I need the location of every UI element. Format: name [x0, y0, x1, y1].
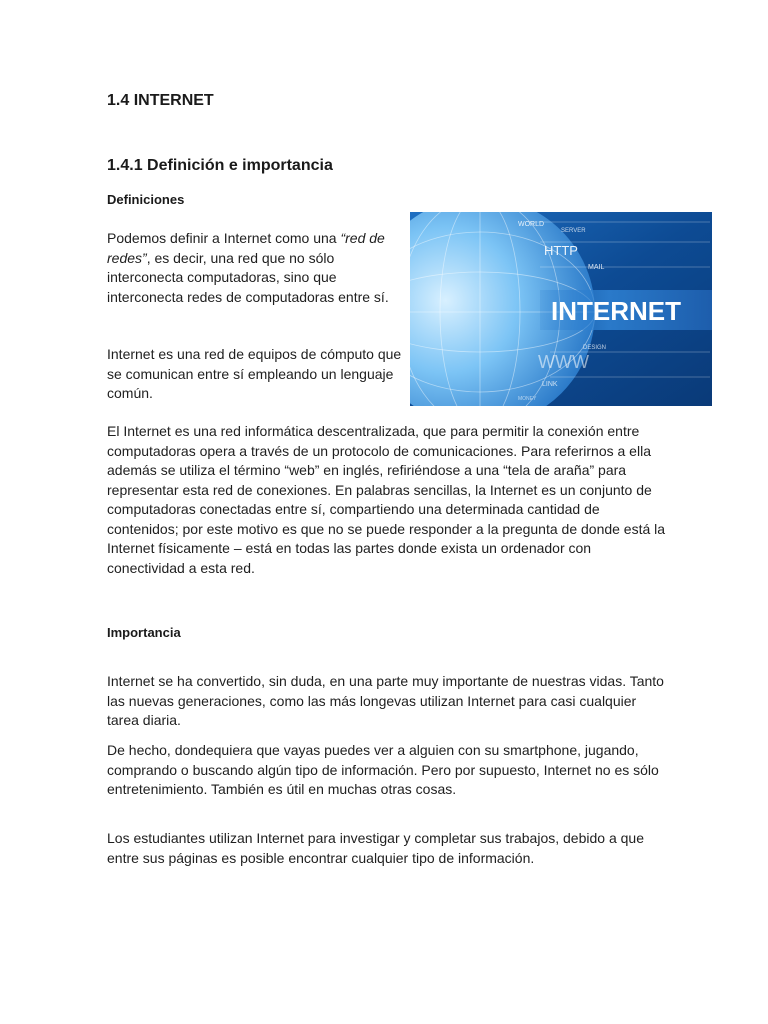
- importance-paragraph-2: De hecho, dondequiera que vayas puedes ver a alguien con su smartphone, jugando, comprando o buscando algún tipo de información. Pero por supuesto, Internet no es sólo entretenimiento. También es útil en muchas otras cosas.: [107, 742, 659, 797]
- importance-title: Importancia: [107, 625, 181, 640]
- importance-paragraph-1: Internet se ha convertido, sin duda, en una parte muy importante de nuestras vidas. Tanto las nuevas generaciones, como las más longevas utilizan Internet para casi cualquier tarea diaria.: [107, 673, 664, 728]
- image-word-design: DESIGN: [583, 345, 607, 351]
- image-internet-label: INTERNET: [551, 296, 681, 326]
- definitions-title: Definiciones: [107, 192, 185, 207]
- globe-internet-illustration-icon: [410, 212, 712, 406]
- definitions-paragraph-2: Internet es una red de equipos de cómputo que se comunican entre sí empleando un lenguaje común.: [107, 346, 402, 401]
- image-word-www: WWW: [538, 352, 589, 372]
- image-word-money: MONEY: [518, 396, 537, 402]
- section-heading: 1.4 INTERNET: [107, 92, 214, 109]
- definitions-p1-emphasis: “red de redes”: [107, 230, 385, 266]
- image-word-world: WORLD: [518, 221, 545, 228]
- definitions-p1-before: Podemos definir a Internet como una: [107, 230, 341, 246]
- internet-globe-image: [410, 212, 712, 406]
- image-word-server: SERVER: [561, 228, 586, 234]
- image-word-http: HTTP: [544, 243, 578, 258]
- definitions-p1-after: , es decir, una red que no sólo interconecta computadoras, sino que interconecta redes de computadoras entre sí.: [107, 249, 389, 305]
- image-word-link: LINK: [542, 381, 558, 388]
- subsection-heading: 1.4.1 Definición e importancia: [107, 157, 333, 174]
- definitions-paragraph-1: [107, 229, 402, 307]
- definitions-paragraph-3: El Internet es una red informática descentralizada, que para permitir la conexión entre computadoras opera a través de un protocolo de comunicaciones. Para referirnos a ella además se utiliza el término “web” en inglés, refiriéndose a una “tela de araña” para representar esta red de conexiones. En palabras sencillas, la Internet es un conjunto de computadoras conectadas entre sí, compartiendo una determinada cantidad de contenidos; por este motivo es que no se puede responder a la pregunta de donde está la Internet físicamente – está en todas las partes donde exista un ordenador con conectividad a esta red.: [107, 423, 666, 576]
- image-word-mail: MAIL: [588, 264, 605, 271]
- importance-paragraph-3: Los estudiantes utilizan Internet para investigar y completar sus trabajos, debido a que entre sus páginas es posible encontrar cualquier tipo de información.: [107, 830, 644, 866]
